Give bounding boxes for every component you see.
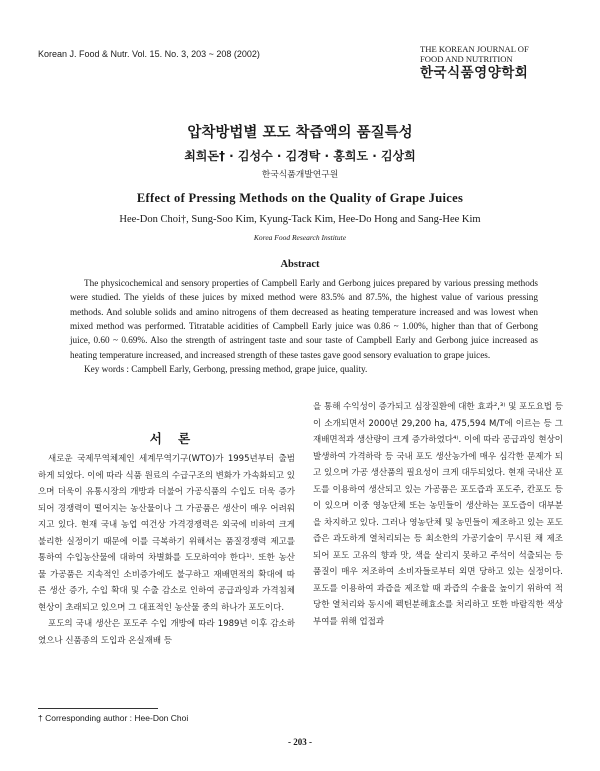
footnote: † Corresponding author : Hee-Don Choi (38, 713, 189, 723)
journal-name-en-line2: FOOD AND NUTRITION (420, 54, 513, 64)
abstract-body (70, 276, 538, 376)
page-number: - 203 - (288, 737, 312, 747)
authors-korean: 최희돈† · 김성수 · 김경탁 · 홍희도 · 김상희 (184, 149, 416, 163)
paragraph: 새로운 국제무역체제인 세계무역기구(WTO)가 1995년부터 출범하게 되었다. 이에 따라 식품 원료의 수급구조의 변화가 가속화되고 있으며 더욱이 유통시장의 개방과 더불어 가공식품의 수입도 더욱 증가되어 경쟁력이 떨어지는 농산물이나 그 가공품은 생산이 매우 어려워지고 있다. 현재 국내 농업 여건상 가격경쟁력은 외국에 비하여 크게 불리한 실정이기 때문에 이를 극복하기 위해서는 품질경쟁력 제고를 통하여 수입농산물에 대하여 차별화를 도모하여야 한다¹⁾. 또한 농산물 가공품은 지속적인 소비증가에도 불구하고 재배면적의 확대에 따른 생산 증가, 수입 확대 및 수출 감소로 인하여 공급과잉과 가격침체현상이 초래되고 있으며 그 대표적인 농산물 중의 하나가 포도이다. (38, 454, 295, 613)
institution-korean: 한국식품개발연구원 (261, 170, 339, 180)
right-column (313, 399, 563, 630)
keywords: Key words : Campbell Early, Gerbong, pressing method, grape juice, quality. (84, 364, 368, 375)
authors-english: Hee-Don Choi†, Sung-Soo Kim, Kyung-Tack Kim, Hee-Do Hong and Sang-Hee Kim (119, 214, 481, 225)
citation: Korean J. Food & Nutr. Vol. 15. No. 3, 203 ~ 208 (2002) (38, 49, 260, 59)
section-heading-introduction: 서 론 (149, 431, 197, 446)
journal-name-en-line1: THE KOREAN JOURNAL OF (420, 44, 529, 54)
title-english: Effect of Pressing Methods on the Quality of Grape Juices (136, 191, 464, 205)
abstract-heading: Abstract (280, 259, 320, 270)
paragraph: 을 통해 수익성이 증가되고 심장질환에 대한 효과²,³⁾ 및 포도요법 등이 소개되면서 2000년 29,200 ha, 475,594 M/T에 이르는 등 그 재배면적과 생산량이 크게 증가하였다⁴⁾. 이에 따라 공급과잉 현상이 발생하여 가격하락 등 국내 포도 생산농가에 매우 심각한 문제가 되고 있으며 가공 생산품의 필요성이 크게 대두되었다. 현재 국내산 포도를 이용하여 생산되고 있는 가공품은 포도즙과 포도주, 칸포도 등이 있으며 이중 영농단체 또는 농민들이 생산하는 포도즙이 대부분을 차지하고 있다. 그러나 영농단체 및 농민들이 제조하고 있는 포도즙은 과도하게 열처리되는 등 최소한의 가공기술이 무시된 채 제조되어 포도 고유의 향과 맛, 색을 살리지 못하고 주석이 석출되는 등 품질이 매우 저조하여 소비자들로부터 외면 당하고 있는 실정이다. 포도를 이용하여 과즙을 제조할 때 과즙의 수율을 높이기 위하여 적당한 열처리와 동시에 펙틴분해효소를 처리하고 또한 바람직한 색상 부여를 위해 업접과 (313, 402, 563, 627)
institution-english: Korea Food Research Institute (253, 233, 347, 242)
journal-name-kr: 한국식품영양학회 (420, 65, 529, 81)
abstract-text: The physicochemical and sensory properties of Campbell Early and Gerbong juices prepared by various pressing methods were studied. The yields of these juices by mixed method were 83.5% and 87.5%, the highest value of various pressing methods. And soluble solids and amino nitrogens of them decreased as heating temperature increased and was lowest when mixed method was performed. Titratable acidities of Campbell Early juice was 0.86 ~ 1.00%, higher than that of Gerbong juice, 0.60 ~ 0.69%. Also the strength of astringent taste and sour taste of Campbell Early and Gerbong juice increased as heating temperature increased, and increased strength of these tastes gave good sensory evaluation to grape juices. (70, 278, 538, 360)
paragraph: 포도의 국내 생산은 포도주 수입 개방에 따라 1989년 이후 감소하였으나 신품종의 도입과 온실재배 등 (38, 619, 295, 646)
left-column (38, 451, 295, 649)
footnote-divider (38, 708, 158, 709)
journal-masthead (420, 44, 570, 82)
title-korean: 압착방법별 포도 착즙액의 품질특성 (187, 125, 413, 141)
